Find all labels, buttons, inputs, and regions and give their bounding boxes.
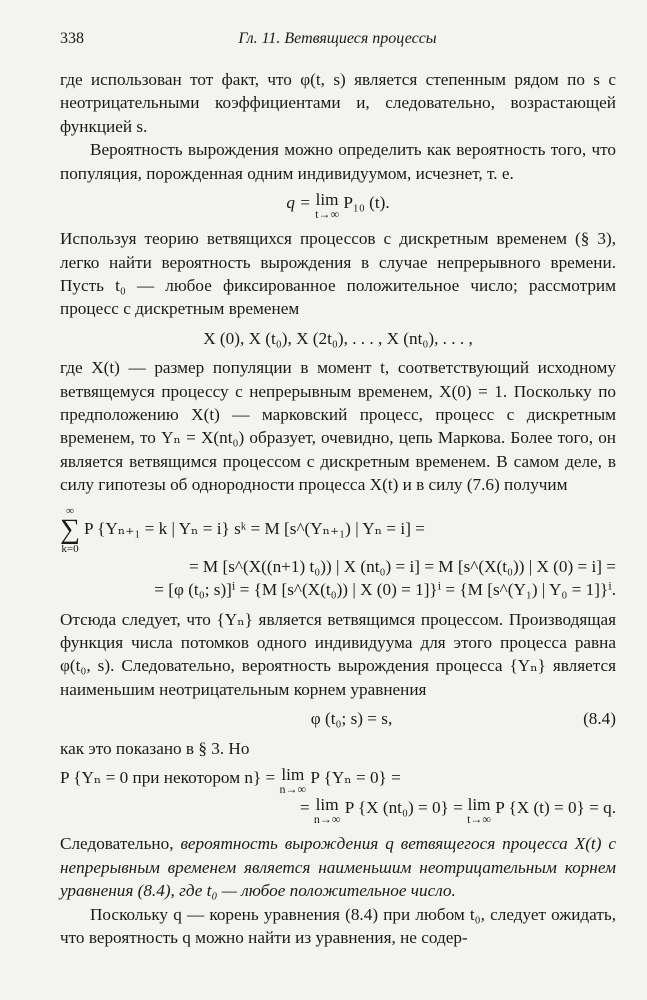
running-head: Гл. 11. Ветвящиеся процессы [238,30,437,47]
equation-q-limit: q = lim t→∞ P₁₀ (t). [286,190,390,222]
equation-8-4 [60,707,616,730]
equation-extinction-line-2: = lim n→∞ P {X (nt₀) = 0} = lim t→∞ P {X (t) = 0} = q. [299,795,616,827]
equation-line-2: = M [s^(X((n+1) t₀)) | X (nt₀) = i] = M [s^(X(t₀)) | X (0) = i] = [188,556,616,576]
theorem-statement: вероятность вырождения q ветвящегося процесса X(t) с непрерывным временем является наименьшим неотрицательным корнем уравнения (8.4), где t₀ — любое положительное число. [60,834,616,901]
equation-line-1: ∞ ∑ k=0 P {Yₙ₊₁ = k | Yₙ = i} sᵏ = M [s^(Yₙ₊₁) | Yₙ = i] = [60,504,425,555]
page-header [60,30,615,52]
limit-operator: lim t→∞ [315,190,340,222]
equation-generating-function [60,505,616,602]
equation-extinction-line-1: P {Yₙ = 0 при некотором n} = lim n→∞ P {Yₙ = 0} = [60,764,401,797]
paragraph-5: Отсюда следует, что {Yₙ} является ветвящимся процессом. Производящая функция числа потомков одного индивидуума для этого процесса равна φ(t₀, s). Следовательно, вероятность вырождения процесса {Yₙ} является наименьшим неотрицательным корнем уравнения [60,609,616,699]
equation-number: (8.4) [583,709,616,729]
page-number: 338 [60,30,84,47]
paragraph-3: Используя теорию ветвящихся процессов с дискретным временем (§ 3), легко найти вероятность вырождения в случае непрерывного времени. Пусть t₀ — любое фиксированное положительное число; рассмотрим процесс с дискретным временем [60,229,616,319]
equation-extinction [60,766,616,826]
equation-line-3: = [φ (t₀; s)]ⁱ = {M [s^(X(t₀)) | X (0) = 1]}ⁱ = {M [s^(Y₁) | Y₀ = 1]}ⁱ. [154,580,616,600]
paragraph-7: Следовательно, вероятность вырождения q ветвящегося процесса X(t) с непрерывным временем является наименьшим неотрицательным корнем уравнения (8.4), где t₀ — любое положительное число. [60,834,616,901]
paragraph-8: Поскольку q — корень уравнения (8.4) при любом t₀, следует ожидать, что вероятность q можно найти из уравнения, не содер- [60,904,616,947]
paragraph-2: Вероятность вырождения можно определить как вероятность того, что популяция, порожденная одним индивидуумом, исчезнет, т. е. [60,140,616,183]
paragraph-1: где использован тот факт, что φ(t, s) является степенным рядом по s с неотрицательными коэффициентами и, следовательно, возрастающей функцией s. [60,70,616,136]
equation-8-4-formula: φ (t₀; s) = s, [310,709,393,729]
summation-operator: ∞ ∑ k=0 [60,504,80,555]
page-body [60,68,616,949]
equation-discrete-process: X (0), X (t₀), X (2t₀), . . . , X (nt₀), . . . , [203,328,473,348]
paragraph-6: как это показано в § 3. Но [60,738,250,758]
paragraph-4: где X(t) — размер популяции в момент t, соответствующий исходному ветвящемуся процессу с непрерывным временем, X(0) = 1. Поскольку по предположению X(t) — марковский процесс, процесс с дискретным временем, то Yₙ = X(nt₀) образует, очевидно, цепь Маркова. Более того, он является ветвящимся процессом с дискретным временем. В самом деле, в силу гипотезы об однородности процесса X(t) и в силу (7.6) получим [60,358,616,495]
